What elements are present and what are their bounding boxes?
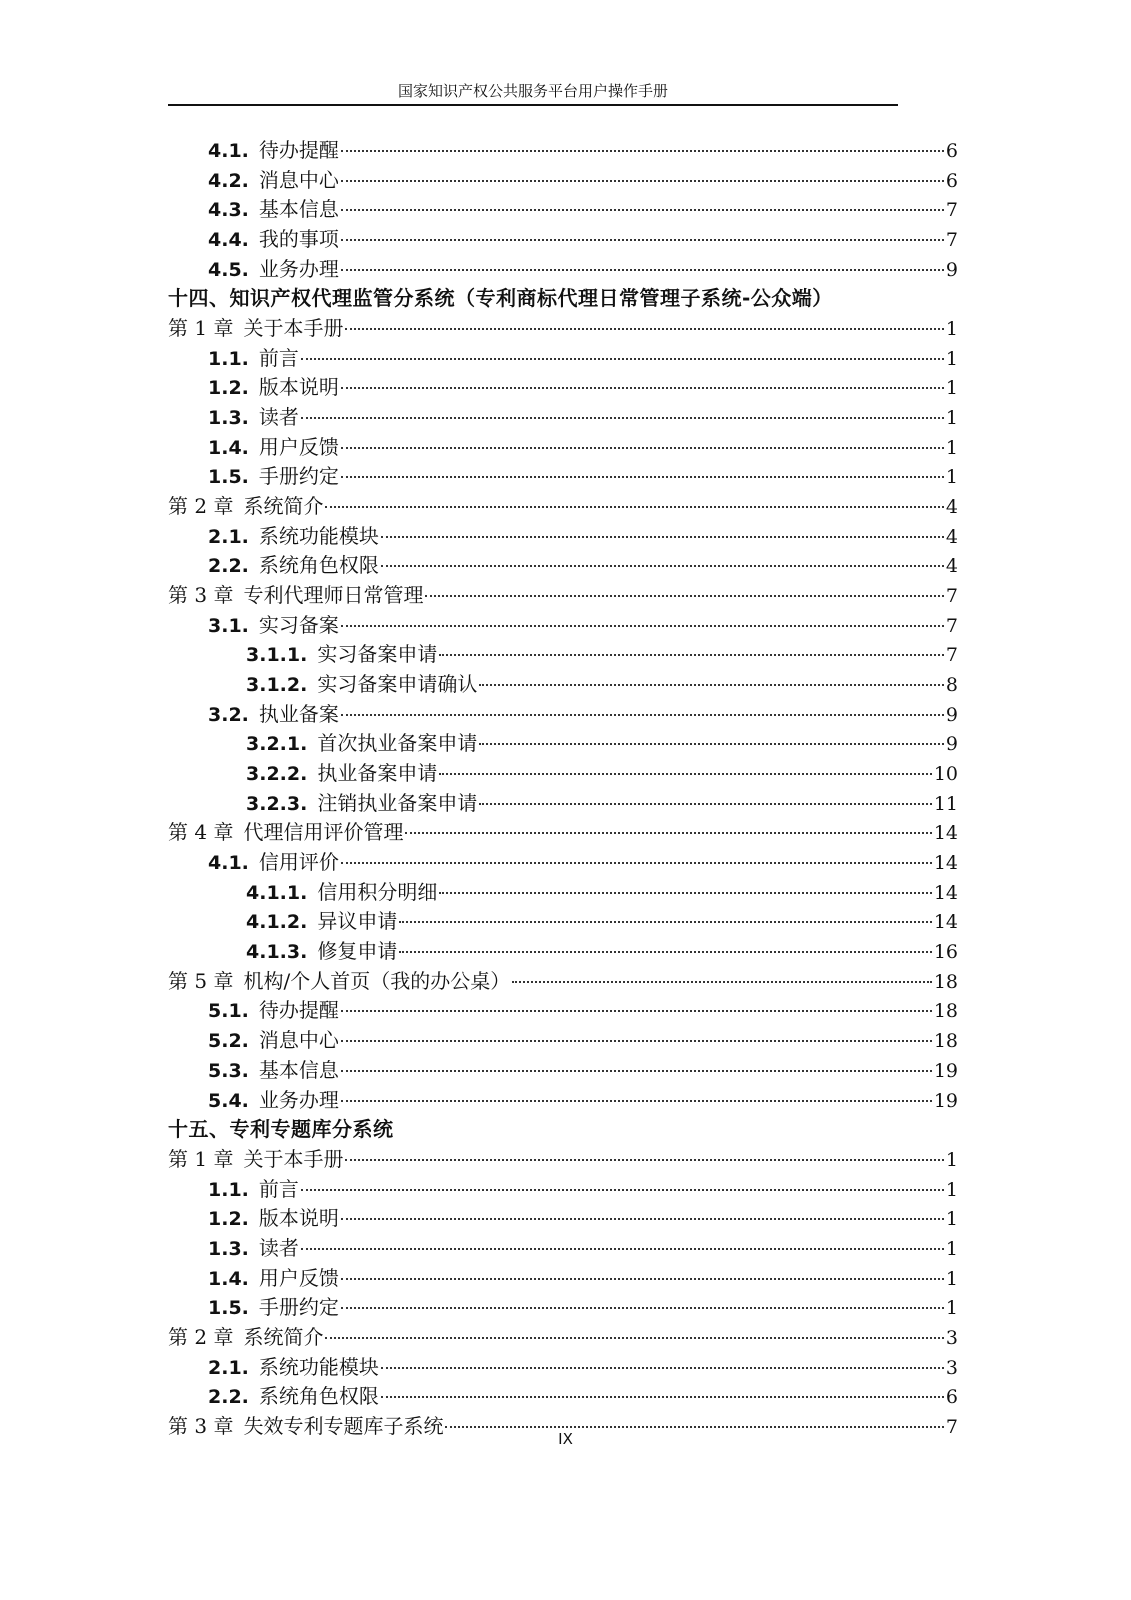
toc-dot-leader xyxy=(512,981,932,983)
toc-page-number: 10 xyxy=(933,763,958,786)
toc-entry[interactable] xyxy=(168,1353,958,1383)
toc-entry[interactable] xyxy=(168,996,958,1026)
toc-entry-number: 2.1. xyxy=(208,525,249,548)
toc-entry-number: 3.2. xyxy=(208,703,249,726)
toc-page-number: 6 xyxy=(945,169,958,192)
toc-page-number: 14 xyxy=(933,911,958,934)
toc-dot-leader xyxy=(341,862,932,864)
toc-entry-number: 3.1.1. xyxy=(246,644,308,667)
toc-entry-title: 系统功能模块 xyxy=(258,1354,379,1379)
toc-entry-title: 业务办理 xyxy=(258,256,339,281)
toc-dot-leader xyxy=(479,743,944,745)
toc-dot-leader xyxy=(301,1189,944,1191)
toc-entry-title: 实习备案申请确认 xyxy=(317,672,478,697)
toc-entry-number: 5.2. xyxy=(208,1030,249,1053)
toc-page-number: 1 xyxy=(945,1237,958,1260)
toc-entry[interactable] xyxy=(168,1234,958,1264)
toc-dot-leader xyxy=(345,1159,943,1161)
toc-dot-leader xyxy=(341,625,944,627)
toc-entry-number: 1.5. xyxy=(208,466,249,489)
toc-entry[interactable] xyxy=(168,195,958,225)
toc-dot-leader xyxy=(399,921,931,923)
toc-page-number: 11 xyxy=(933,792,958,815)
toc-entry[interactable] xyxy=(168,937,958,967)
toc-entry-title: 异议申请 xyxy=(317,909,398,934)
toc-entry-title: 读者 xyxy=(258,1235,299,1260)
toc-dot-leader xyxy=(341,180,944,182)
toc-entry-title: 信用积分明细 xyxy=(317,879,438,904)
toc-entry[interactable] xyxy=(168,314,958,344)
toc-page-number: 7 xyxy=(945,199,958,222)
toc-entry[interactable] xyxy=(168,403,958,433)
page-number: IX xyxy=(558,1430,573,1448)
toc-entry[interactable] xyxy=(168,789,958,819)
toc-chapter-label: 第 4 章 xyxy=(168,820,234,845)
toc-entry-title: 前言 xyxy=(258,1176,299,1201)
toc-entry-title: 基本信息 xyxy=(258,1057,339,1082)
toc-page-number: 18 xyxy=(933,970,958,993)
toc-entry[interactable] xyxy=(168,166,958,196)
toc-dot-leader xyxy=(439,654,944,656)
toc-page-number: 19 xyxy=(933,1059,958,1082)
toc-entry-number: 1.4. xyxy=(208,1267,249,1290)
toc-entry-number: 3.2.2. xyxy=(246,763,308,786)
toc-entry-title: 实习备案申请 xyxy=(317,642,438,667)
toc-dot-leader xyxy=(439,892,931,894)
toc-chapter-label: 第 2 章 xyxy=(168,1324,234,1349)
toc-entry[interactable] xyxy=(168,225,958,255)
toc-page-number: 1 xyxy=(945,377,958,400)
toc-entry-title: 关于本手册 xyxy=(243,1146,344,1171)
toc-dot-leader xyxy=(425,595,943,597)
toc-entry[interactable] xyxy=(168,967,958,997)
toc-entry-number: 5.1. xyxy=(208,1000,249,1023)
toc-entry-number: 3.1. xyxy=(208,614,249,637)
toc-page-number: 1 xyxy=(945,347,958,370)
toc-entry-number: 4.3. xyxy=(208,199,249,222)
toc-entry[interactable] xyxy=(168,1056,958,1086)
toc-page-number: 7 xyxy=(945,614,958,637)
toc-entry-title: 待办提醒 xyxy=(258,998,339,1023)
toc-page-number: 1 xyxy=(945,1148,958,1171)
toc-entry-title: 用户反馈 xyxy=(258,1265,339,1290)
page-header: 国家知识产权公共服务平台用户操作手册 xyxy=(397,82,668,100)
toc-entry-title: 专利代理师日常管理 xyxy=(243,583,424,608)
toc-entry-number: 1.3. xyxy=(208,1237,249,1260)
toc-entry[interactable] xyxy=(168,492,958,522)
toc-dot-leader xyxy=(445,1426,943,1428)
toc-entry[interactable] xyxy=(168,1323,958,1353)
toc-dot-leader xyxy=(479,803,931,805)
toc-entry-title: 用户反馈 xyxy=(258,434,339,459)
toc-entry-title: 消息中心 xyxy=(258,167,339,192)
toc-dot-leader xyxy=(341,239,944,241)
toc-entry[interactable] xyxy=(168,1145,958,1175)
toc-entry-number: 4.1. xyxy=(208,852,249,875)
toc-dot-leader xyxy=(345,328,943,330)
toc-entry-title: 系统角色权限 xyxy=(258,1384,379,1409)
toc-entry-title: 失效专利专题库子系统 xyxy=(243,1413,444,1438)
toc-entry-title: 信用评价 xyxy=(258,850,339,875)
toc-entry[interactable] xyxy=(168,344,958,374)
toc-entry-number: 1.2. xyxy=(208,1208,249,1231)
toc-part-heading xyxy=(168,284,958,314)
toc-entry-title: 机构/个人首页（我的办公桌） xyxy=(243,968,511,993)
toc-dot-leader xyxy=(341,1100,932,1102)
toc-entry[interactable] xyxy=(168,907,958,937)
toc-entry-title: 注销执业备案申请 xyxy=(317,790,478,815)
toc-page-number: 1 xyxy=(945,436,958,459)
toc-entry-title: 基本信息 xyxy=(258,197,339,222)
toc-entry-title: 手册约定 xyxy=(258,1295,339,1320)
toc-page-number: 1 xyxy=(945,1297,958,1320)
toc-page-number: 1 xyxy=(945,318,958,341)
toc-page-number: 9 xyxy=(945,733,958,756)
toc-page-number: 3 xyxy=(945,1326,958,1349)
toc-entry-number: 4.1.3. xyxy=(246,941,308,964)
toc-page-number: 7 xyxy=(945,644,958,667)
toc-entry[interactable] xyxy=(168,136,958,166)
toc-entry-number: 2.1. xyxy=(208,1356,249,1379)
toc-entry-number: 1.2. xyxy=(208,377,249,400)
toc-page-number: 14 xyxy=(933,822,958,845)
toc-dot-leader xyxy=(341,1307,944,1309)
toc-entry-title: 关于本手册 xyxy=(243,316,344,341)
toc-dot-leader xyxy=(405,832,931,834)
toc-entry[interactable] xyxy=(168,551,958,581)
toc-chapter-label: 第 2 章 xyxy=(168,494,234,519)
toc-entry-title: 版本说明 xyxy=(258,1206,339,1231)
toc-entry-number: 1.5. xyxy=(208,1297,249,1320)
toc-page-number: 4 xyxy=(945,496,958,519)
toc-entry[interactable] xyxy=(168,1175,958,1205)
toc-entry-title: 消息中心 xyxy=(258,1028,339,1053)
toc-dot-leader xyxy=(341,447,944,449)
toc-entry-title: 系统角色权限 xyxy=(258,553,379,578)
toc-dot-leader xyxy=(325,506,943,508)
toc-page-number: 8 xyxy=(945,674,958,697)
toc-entry[interactable] xyxy=(168,581,958,611)
toc-entry-number: 1.4. xyxy=(208,436,249,459)
toc-page-number: 9 xyxy=(945,703,958,726)
toc-entry-number: 1.1. xyxy=(208,1178,249,1201)
toc-page-number: 1 xyxy=(945,1208,958,1231)
toc-dot-leader xyxy=(341,1040,932,1042)
toc-entry-title: 读者 xyxy=(258,405,299,430)
toc-entry[interactable] xyxy=(168,373,958,403)
toc-entry-title: 我的事项 xyxy=(258,227,339,252)
toc-entry[interactable] xyxy=(168,818,958,848)
toc-entry-title: 修复申请 xyxy=(317,939,398,964)
toc-entry-number: 3.2.3. xyxy=(246,792,308,815)
toc-entry-number: 2.2. xyxy=(208,555,249,578)
toc-entry-title: 执业备案申请 xyxy=(317,761,438,786)
toc-entry[interactable] xyxy=(168,640,958,670)
toc-dot-leader xyxy=(341,1218,944,1220)
toc-dot-leader xyxy=(341,209,944,211)
toc-entry[interactable] xyxy=(168,878,958,908)
toc-chapter-label: 第 1 章 xyxy=(168,1146,234,1171)
toc-entry[interactable] xyxy=(168,848,958,878)
toc-entry[interactable] xyxy=(168,433,958,463)
toc-page-number: 4 xyxy=(945,525,958,548)
toc-entry-title: 系统功能模块 xyxy=(258,523,379,548)
toc-page-number: 1 xyxy=(945,407,958,430)
toc-entry-number: 1.3. xyxy=(208,407,249,430)
toc-entry[interactable] xyxy=(168,462,958,492)
toc-entry-title: 待办提醒 xyxy=(258,138,339,162)
toc-page-number: 6 xyxy=(945,140,958,162)
toc-dot-leader xyxy=(301,1248,944,1250)
toc-chapter-label: 第 3 章 xyxy=(168,1413,234,1438)
toc-entry-title: 实习备案 xyxy=(258,612,339,637)
toc-dot-leader xyxy=(325,1337,943,1339)
toc-dot-leader xyxy=(341,387,944,389)
toc-page-number: 18 xyxy=(933,1000,958,1023)
toc-entry-title: 系统简介 xyxy=(243,494,324,519)
header-rule xyxy=(168,104,898,106)
toc-dot-leader xyxy=(399,951,931,953)
toc-dot-leader xyxy=(381,565,944,567)
toc-entry-number: 5.4. xyxy=(208,1089,249,1112)
toc-page-number: 7 xyxy=(945,229,958,252)
toc-page-number: 18 xyxy=(933,1030,958,1053)
toc-entry[interactable] xyxy=(168,759,958,789)
toc-dot-leader xyxy=(381,1396,944,1398)
toc-entry[interactable] xyxy=(168,1382,958,1412)
toc-entry-title: 版本说明 xyxy=(258,375,339,400)
toc-entry-title: 代理信用评价管理 xyxy=(243,820,404,845)
toc-page-number: 7 xyxy=(945,1415,958,1438)
toc-entry-number: 3.2.1. xyxy=(246,733,308,756)
toc-entry[interactable] xyxy=(168,255,958,285)
toc-entry-number: 5.3. xyxy=(208,1059,249,1082)
toc-entry-number: 2.2. xyxy=(208,1386,249,1409)
toc-dot-leader xyxy=(341,476,944,478)
toc-entry-title: 业务办理 xyxy=(258,1087,339,1112)
toc-chapter-label: 第 5 章 xyxy=(168,968,234,993)
toc-page-number: 4 xyxy=(945,555,958,578)
toc-dot-leader xyxy=(341,1010,932,1012)
toc-dot-leader xyxy=(341,1070,932,1072)
toc-page-number: 14 xyxy=(933,881,958,904)
toc-entry[interactable] xyxy=(168,1204,958,1234)
toc-entry-number: 4.1. xyxy=(208,140,249,162)
toc-entry-number: 3.1.2. xyxy=(246,674,308,697)
toc-page-number: 14 xyxy=(933,852,958,875)
toc-dot-leader xyxy=(301,358,944,360)
toc-part-heading xyxy=(168,1115,958,1145)
toc-entry[interactable] xyxy=(168,700,958,730)
toc-chapter-label: 第 1 章 xyxy=(168,316,234,341)
toc-dot-leader xyxy=(479,684,944,686)
toc-entry-title: 手册约定 xyxy=(258,464,339,489)
toc-entry-number: 1.1. xyxy=(208,347,249,370)
toc-entry[interactable] xyxy=(168,1086,958,1116)
toc-page-number: 7 xyxy=(945,585,958,608)
toc-page-number: 9 xyxy=(945,258,958,281)
table-of-contents xyxy=(168,136,958,1442)
toc-dot-leader xyxy=(341,269,944,271)
toc-entry-number: 4.5. xyxy=(208,258,249,281)
toc-entry[interactable] xyxy=(168,1026,958,1056)
toc-dot-leader xyxy=(341,714,944,716)
toc-dot-leader xyxy=(301,417,944,419)
toc-chapter-label: 第 3 章 xyxy=(168,583,234,608)
toc-entry-number: 4.2. xyxy=(208,169,249,192)
toc-dot-leader xyxy=(439,773,931,775)
toc-page-number: 16 xyxy=(933,941,958,964)
toc-entry-title: 系统简介 xyxy=(243,1324,324,1349)
toc-entry-title: 前言 xyxy=(258,345,299,370)
toc-entry-number: 4.1.2. xyxy=(246,911,308,934)
toc-dot-leader xyxy=(341,1278,944,1280)
toc-dot-leader xyxy=(341,150,944,152)
toc-entry[interactable] xyxy=(168,729,958,759)
toc-page-number: 1 xyxy=(945,466,958,489)
toc-page-number: 1 xyxy=(945,1267,958,1290)
toc-page-number: 19 xyxy=(933,1089,958,1112)
toc-part-title: 十五、专利专题库分系统 xyxy=(168,1117,394,1142)
toc-part-title: 十四、知识产权代理监管分系统（专利商标代理日常管理子系统-公众端） xyxy=(168,286,833,311)
toc-page-number: 3 xyxy=(945,1356,958,1379)
toc-entry-number: 4.4. xyxy=(208,229,249,252)
toc-page-number: 1 xyxy=(945,1178,958,1201)
toc-entry[interactable] xyxy=(168,670,958,700)
toc-entry[interactable] xyxy=(168,1264,958,1294)
toc-entry[interactable] xyxy=(168,611,958,641)
toc-dot-leader xyxy=(381,536,944,538)
toc-dot-leader xyxy=(381,1367,944,1369)
toc-entry-title: 首次执业备案申请 xyxy=(317,731,478,756)
toc-entry-title: 执业备案 xyxy=(258,701,339,726)
toc-page-number: 6 xyxy=(945,1386,958,1409)
toc-entry[interactable] xyxy=(168,1293,958,1323)
toc-entry[interactable] xyxy=(168,522,958,552)
toc-entry-number: 4.1.1. xyxy=(246,881,308,904)
